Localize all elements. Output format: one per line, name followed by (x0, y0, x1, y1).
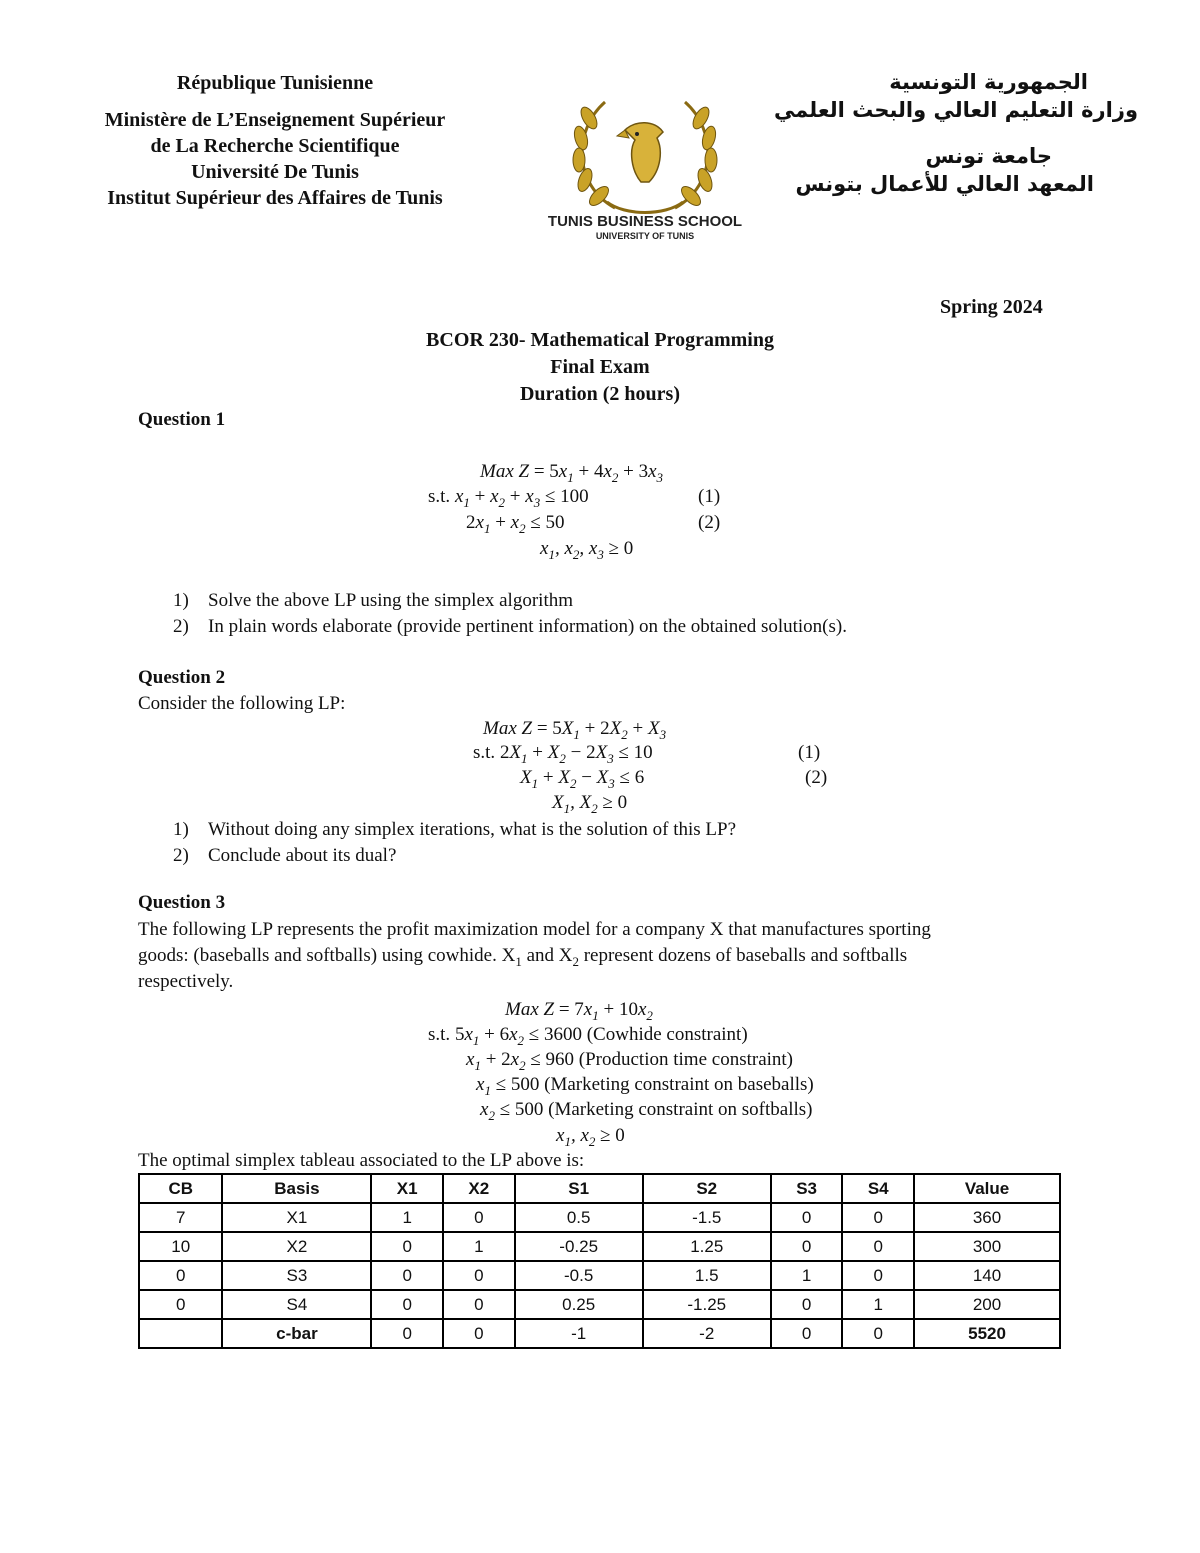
q2-heading: Question 2 (138, 667, 226, 688)
table-cell: 0.5 (515, 1203, 643, 1232)
table-cell: -1.5 (643, 1203, 771, 1232)
table-cell: 0 (771, 1232, 843, 1261)
table-row (139, 1203, 1060, 1232)
table-cell: 140 (914, 1261, 1060, 1290)
table-cell: 0 (443, 1203, 515, 1232)
list-item: 1) Solve the above LP using the simplex algorithm (173, 590, 573, 611)
q2-tag-2: (2) (805, 767, 828, 788)
table-cell: 0 (139, 1290, 222, 1319)
list-item: 1) Without doing any simplex iterations, what is the solution of this LP? (173, 819, 737, 840)
q2-objective: Max $Z = 5X_1 + 2X_2 + X_3$ (483, 718, 667, 742)
table-cell: 0 (771, 1203, 843, 1232)
table-cell: 0 (443, 1261, 515, 1290)
column-header: S1 (515, 1174, 643, 1203)
simplex-tableau (138, 1173, 1061, 1349)
q2-nonneg: $X_1$, $X_2 \ge 0$ (552, 792, 628, 816)
q2-tag-1: (1) (798, 742, 821, 763)
table-cell: 0 (842, 1203, 914, 1232)
q3-constraint-2: $x_1 + 2x_2 \le 960$ (Production time constraint) (466, 1049, 794, 1073)
q3-intro-line-1: The following LP represents the profit maximization model for a company X that manufactures sporting (138, 919, 931, 940)
table-cell: 0 (771, 1319, 843, 1348)
table-cell: 0 (443, 1290, 515, 1319)
logo-name: TUNIS BUSINESS SCHOOL (547, 213, 743, 230)
table-cell: 200 (914, 1290, 1060, 1319)
list-item: 2) In plain words elaborate (provide pertinent information) on the obtained solution(s). (173, 616, 847, 637)
table-cell: 1 (443, 1232, 515, 1261)
q2-constraint-2: $X_1 + X_2 - X_3 \le 6$ (520, 767, 645, 791)
table-row (139, 1290, 1060, 1319)
table-cell: 1.25 (643, 1232, 771, 1261)
column-header: S4 (842, 1174, 914, 1203)
table-cell: 7 (139, 1203, 222, 1232)
table-cell: 0 (371, 1319, 443, 1348)
q1-tag-2: (2) (698, 512, 721, 533)
table-cell: X2 (222, 1232, 371, 1261)
table-cell: -1 (515, 1319, 643, 1348)
table-cell: -0.25 (515, 1232, 643, 1261)
table-cell: 0 (771, 1290, 843, 1319)
header-ar-republic: الجمهورية التونسية (889, 70, 1088, 94)
q1-tasks (138, 588, 1098, 640)
q3-constraint-4: $x_2 \le 500$ (Marketing constraint on softballs) (480, 1099, 813, 1123)
q3-objective: Max $Z = 7x_1 + 10x_2$ (505, 999, 653, 1023)
table-cell (139, 1319, 222, 1348)
column-header: S2 (643, 1174, 771, 1203)
table-cell: 5520 (914, 1319, 1060, 1348)
header-institute: Institut Supérieur des Affaires de Tunis (107, 187, 443, 209)
list-item: 2) Conclude about its dual? (173, 845, 397, 866)
q3-intro-line-3: respectively. (138, 971, 234, 992)
table-row (139, 1261, 1060, 1290)
table-cell: 1 (842, 1290, 914, 1319)
table-cell: S3 (222, 1261, 371, 1290)
table-cell: X1 (222, 1203, 371, 1232)
table-cell: 0 (842, 1261, 914, 1290)
table-cell: 300 (914, 1232, 1060, 1261)
table-cell: S4 (222, 1290, 371, 1319)
header-university: Université De Tunis (191, 161, 359, 183)
q1-nonneg: $x_1$, $x_2$, $x_3 \ge 0$ (540, 538, 634, 562)
header-research: de La Recherche Scientifique (150, 135, 400, 157)
header-ministry: Ministère de L’Enseignement Supérieur (104, 109, 446, 131)
header-ar-university: جامعة تونس (925, 144, 1052, 168)
table-cell: -1.25 (643, 1290, 771, 1319)
column-header: X1 (371, 1174, 443, 1203)
table-cell: 1 (371, 1203, 443, 1232)
header-french (40, 70, 510, 211)
exam-duration: Duration (2 hours) (519, 383, 680, 405)
q2-st: s.t. (473, 742, 496, 763)
table-header-row (139, 1174, 1060, 1203)
exam-type: Final Exam (550, 356, 650, 378)
exam-term: Spring 2024 (940, 296, 1043, 318)
table-cell: -2 (643, 1319, 771, 1348)
table-cell: -0.5 (515, 1261, 643, 1290)
table-cell: 0 (842, 1319, 914, 1348)
q1-st: s.t. (428, 486, 451, 507)
q1-constraint-2: $2x_1 + x_2 \le 50$ (466, 512, 565, 536)
q3-constraint-3: $x_1 \le 500$ (Marketing constraint on baseballs) (476, 1074, 814, 1098)
eagle-laurel-icon (545, 90, 745, 260)
table-cell: 0 (139, 1261, 222, 1290)
q1-constraint-1: s.t. $x_1 + x_2 + x_3 \le 100$ (428, 486, 589, 510)
header-ar-institute: المعهد العالي للأعمال بتونس (795, 172, 1094, 196)
table-cell: 0 (371, 1232, 443, 1261)
q1-objective: Max $Z = 5x_1 + 4x_2 + 3x_3$ (480, 461, 664, 485)
column-header: X2 (443, 1174, 515, 1203)
table-cell: 1 (771, 1261, 843, 1290)
course-title: BCOR 230- Mathematical Programming (426, 329, 774, 351)
q3-nonneg: $x_1$, $x_2 \ge 0$ (556, 1125, 625, 1149)
q3-heading: Question 3 (138, 892, 226, 913)
header-arabic (773, 68, 1160, 198)
q2-intro: Consider the following LP: (138, 693, 346, 714)
q3-intro (138, 917, 1078, 995)
tableau-intro: The optimal simplex tableau associated to the LP above is: (138, 1150, 585, 1171)
table-cell: 0 (371, 1290, 443, 1319)
q1-heading: Question 1 (138, 409, 226, 430)
column-header: Basis (222, 1174, 371, 1203)
table-cell: 0 (371, 1261, 443, 1290)
q3-constraint-1: s.t. $5x_1 + 6x_2 \le 3600$ (Cowhide constraint) (428, 1024, 748, 1048)
table-cell: 360 (914, 1203, 1060, 1232)
q3-intro-line-2: goods: (baseballs and softballs) using cowhide. $X_1$ and $X_2$ represent dozens of baseballs and softballs (138, 945, 908, 969)
header-republic: République Tunisienne (176, 72, 374, 94)
table-cell: 0.25 (515, 1290, 643, 1319)
q2-constraint-1: s.t. $2X_1 + X_2 - 2X_3 \le 10$ (473, 742, 653, 766)
table-cell: 0 (842, 1232, 914, 1261)
table-cell: 1.5 (643, 1261, 771, 1290)
column-header: Value (914, 1174, 1060, 1203)
school-logo (545, 90, 745, 260)
logo-subtitle: UNIVERSITY OF TUNIS (595, 231, 695, 241)
header-ar-ministry: وزارة التعليم العالي والبحث العلمي (773, 98, 1138, 122)
table-cell: c-bar (222, 1319, 371, 1348)
q1-tag-1: (1) (698, 486, 721, 507)
exam-titles (300, 327, 900, 408)
table-cell: 10 (139, 1232, 222, 1261)
column-header: CB (139, 1174, 222, 1203)
table-cell: 0 (443, 1319, 515, 1348)
q2-tasks (138, 817, 1098, 869)
table-row (139, 1232, 1060, 1261)
table-row-cbar (139, 1319, 1060, 1348)
column-header: S3 (771, 1174, 843, 1203)
